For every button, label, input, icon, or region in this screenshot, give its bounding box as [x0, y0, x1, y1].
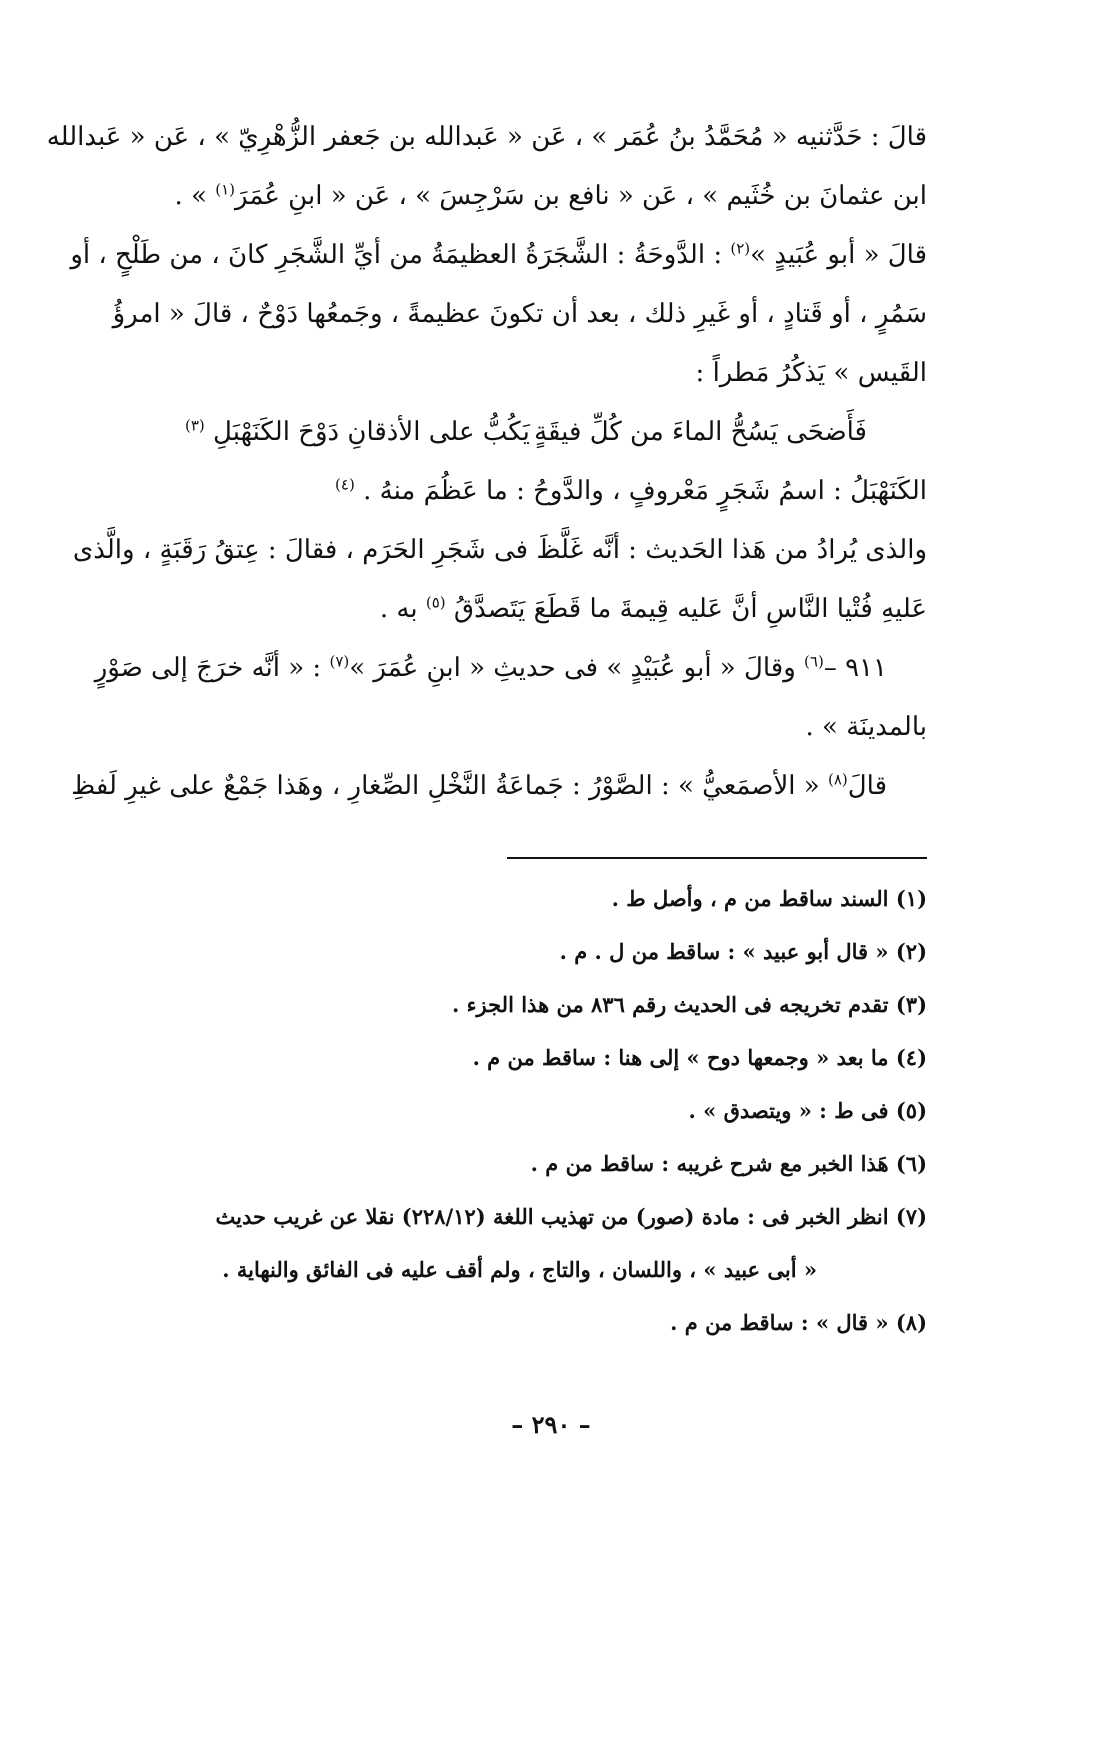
verse-hemistich-second-wrap	[185, 403, 530, 462]
footnote-marker: (٣)	[185, 416, 205, 435]
footnote-marker: (١)	[215, 180, 236, 199]
text-line	[72, 521, 927, 580]
page-number: – ٢٩٠ –	[511, 1410, 591, 1439]
text-span: قالَ : حَدَّثنيه « مُحَمَّدُ بنُ عُمَر » ، عَن « عَبدالله بن جَعفر الزُّهْرِيّ » ، عَن « عَبدالله	[46, 122, 927, 152]
footnotes	[150, 872, 927, 1349]
footnote-marker: (٥)	[425, 593, 446, 612]
footnote: (٨) « قال » : ساقط من م .	[670, 1310, 927, 1335]
footnote-marker: (٢)	[730, 239, 751, 258]
text-span: الكَنَهْبَلُ : اسمُ شَجَرٍ مَعْروفٍ ، والدَّوحُ : ما عَظُمَ منهُ .	[363, 476, 927, 506]
verse-hemistich-second: يَكُبُّ على الأذقانِ دَوْحَ الكَنَهْبَلِ	[213, 417, 530, 447]
text-line	[175, 580, 927, 639]
footnote: (١) السند ساقط من م ، وأصل ط .	[611, 886, 927, 911]
footnote: (٥) فى ط : « ويتصدق » .	[688, 1098, 927, 1123]
footnote-marker: (٦)	[804, 652, 824, 671]
text-line	[175, 344, 927, 403]
text-span: : « أنَّه خرَجَ إلى صَوْرٍ	[94, 653, 322, 683]
text-span: » .	[174, 181, 207, 211]
text-line	[70, 226, 927, 285]
text-span: عَليهِ فُتْيا النَّاسِ أنَّ عَليه قِيمةَ ما قَطَعَ يَتَصدَّقُ	[453, 594, 927, 624]
footnote-marker: (٨)	[827, 770, 848, 789]
text-span: « الأصمَعيُّ » : الصَّوْرُ : جَماعَةُ النَّخْلِ الصِّغارِ ، وهَذا جَمْعٌ على غيرِ لَفظِ	[71, 771, 820, 801]
footnote-marker: (٤)	[335, 475, 355, 494]
text-line	[94, 639, 927, 698]
text-line	[175, 167, 927, 226]
footnote: (٤) ما بعد « وجمعها دوح » إلى هنا : ساقط من م .	[472, 1045, 927, 1070]
main-text	[46, 108, 927, 816]
footnote: (٣) تقدم تخريجه فى الحديث رقم ٨٣٦ من هذا الجزء .	[452, 992, 927, 1017]
text-span: : الدَّوحَةُ : الشَّجَرَةُ العظيمَةُ من أيِّ الشَّجَرِ كانَ ، من طَلْحٍ ، أو	[70, 240, 723, 270]
text-line	[46, 108, 927, 167]
footnote-divider	[507, 857, 927, 859]
text-span: قالَ « أبو عُبَيدٍ »	[750, 240, 927, 270]
text-line	[71, 757, 927, 816]
footnote-continuation: « أبى عبيد » ، واللسان ، والتاج ، ولم أقف عليه فى الفائق والنهاية .	[222, 1257, 817, 1282]
text-span: بالمدينَة » .	[805, 712, 927, 742]
text-span: والذى يُرادُ من هَذا الحَديث : أنَّه غَلَّظَ فى شَجَرِ الحَرَم ، فقالَ : عِتقُ رَقَبَةٍ ، والَّذى	[72, 535, 927, 565]
footnote: (٧) انظر الخبر فى : مادة (صور) من تهذيب اللغة (٢٢٨/١٢) نقلا عن غريب حديث	[215, 1204, 927, 1229]
text-line	[175, 462, 927, 521]
text-span: به .	[379, 594, 418, 624]
hadith-number: ٩١١ –	[823, 653, 887, 683]
text-span: قالَ	[847, 771, 887, 801]
text-span: سَمُرٍ ، أو قَتادٍ ، أو غَيرِ ذلك ، بعد أن تكونَ عظيمةً ، وجَمعُها دَوْحٌ ، قالَ « امرؤُ	[112, 299, 927, 329]
footnote-marker: (٧)	[329, 652, 350, 671]
text-line	[112, 285, 927, 344]
text-span: وقالَ « أبو عُبَيْدٍ » فى حديثِ « ابنِ عُمَرَ »	[349, 653, 796, 683]
footnote: (٦) هَذا الخبر مع شرح غريبه : ساقط من م .	[530, 1151, 927, 1176]
verse-hemistich-first: فَأَضحَى يَسُحُّ الماءَ من كُلِّ فيقَةٍ	[534, 417, 867, 447]
text-span: ابن عثمانَ بن خُثَيم » ، عَن « نافع بن سَرْجِسَ » ، عَن « ابنِ عُمَرَ	[235, 181, 927, 211]
text-span: القَيس » يَذكُرُ مَطراً :	[695, 358, 927, 388]
poetry-verse	[175, 403, 927, 462]
footnote: (٢) « قال أبو عبيد » : ساقط من ل . م .	[559, 939, 927, 964]
text-line	[175, 698, 927, 757]
